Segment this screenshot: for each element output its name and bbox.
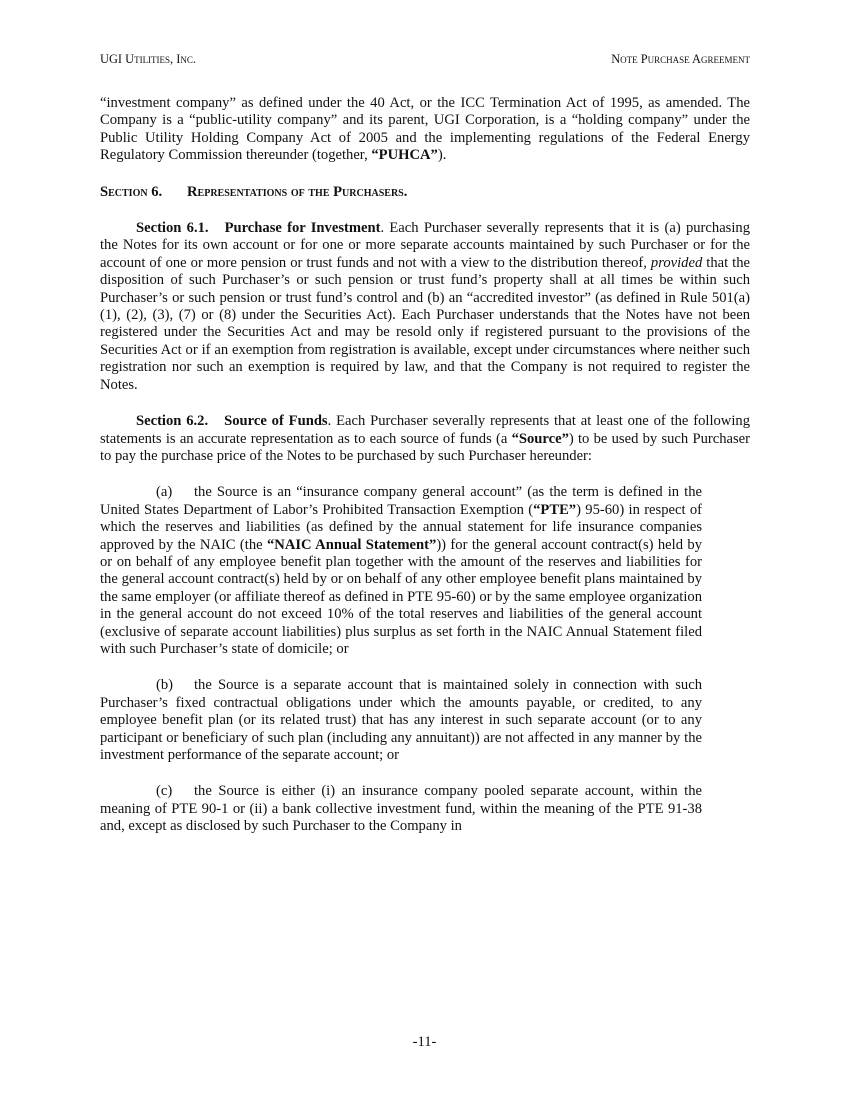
section-6-2-title: Source of Funds [224,413,328,430]
italic-provided: provided [650,254,703,271]
clause-c-label: (c) [156,783,173,800]
section-6-1-number: Section 6.1. [136,220,209,237]
page-body [100,95,750,855]
defined-term-source: “Source” [511,430,569,447]
section-6-heading [100,184,750,201]
clause-a-label: (a) [156,484,173,501]
section-6-2-number: Section 6.2. [136,413,209,430]
clause-a: (a) the Source is an “insurance company general account” (as the term is defined in the United States Department of Labor’s Prohibited Transaction Exemption (“PTE”) 95-60) in respect of which the reserves and liabilities (as defined by the annual statement for life insurance companies approved by the NAIC (the “NAIC Annual Statement”)) for the general account contract(s) held by or on behalf of any employee benefit plan together with the amount of the reserves and liabilities for the general account contract(s) held by or on behalf of any other employee benefit plans maintained by the same employer (or affiliate thereof as defined in PTE 95-60) or by the same employee organization in the general account do not exceed 10% of the total reserves and liabilities of the general account (exclusive of separate account liabilities) plus surplus as set forth in the NAIC Annual Statement filed with such Purchaser’s state of domicile; or [100,484,702,657]
page-number: -11- [412,1034,437,1050]
header-company-name: UGI Utilities, Inc. [100,52,196,66]
defined-term-puhca: “PUHCA” [371,147,438,164]
defined-term-naic-annual-statement: “NAIC Annual Statement” [267,536,437,553]
clause-b: (b) the Source is a separate account that is maintained solely in connection with such Purchaser’s fixed contractual obligations under which the amounts payable, or credited, to any employee benefit plan (or its related trust) that has any interest in such separate account (or to any participant or beneficiary of such plan (including any annuitant)) are not affected in any manner by the investment performance of the separate account; or [100,677,702,763]
running-header [100,52,750,70]
header-document-title: Note Purchase Agreement [611,52,750,66]
clause-b-label: (b) [156,677,174,694]
section-6-title: Representations of the Purchasers. [187,183,408,200]
section-6-1-title: Purchase for Investment [224,220,381,237]
section-6-2-paragraph: Section 6.2. Source of Funds. Each Purchaser severally represents that at least one of the following statements is an accurate representation as to each source of funds (a “Source”) to be used by such Purchaser to pay the purchase price of the Notes to be purchased by such Purchaser hereunder: [100,413,750,464]
clause-c: (c) the Source is either (i) an insurance company pooled separate account, within the meaning of PTE 90-1 or (ii) a bank collective investment fund, within the meaning of the PTE 91-38 and, except as disclosed by such Purchaser to the Company in [100,783,702,835]
section-6-number: Section 6. [100,183,163,200]
section-6-1-paragraph: Section 6.1. Purchase for Investment. Each Purchaser severally represents that it is (a) purchasing the Notes for its own account or for one or more separate accounts maintained by such Purchaser or for the account of one or more pension or trust funds and not with a view to the distribution thereof, provided that the disposition of such Purchaser’s or such pension or trust fund’s property shall at all times be within such Purchaser’s or such pension or trust fund’s control and (b) an “accredited investor” (as defined in Rule 501(a)(1), (2), (3), (7) or (8) under the Securities Act). Each Purchaser understands that the Notes have not been registered under the Securities Act and may be resold only if registered pursuant to the provisions of the Securities Act or if an exemption from registration is available, except under circumstances where neither such registration nor such an exemption is required by law, and that the Company is not required to register the Notes. [100,220,750,393]
defined-term-pte: “PTE” [533,501,577,518]
continuation-paragraph: “investment company” as defined under the 40 Act, or the ICC Termination Act of 1995, as amended. The Company is a “public-utility company” and its parent, UGI Corporation, is a “holding company” under the Public Utility Holding Company Act of 2005 and the implementing regulations of the Federal Energy Regulatory Commission thereunder (together, “PUHCA”). [100,95,750,164]
